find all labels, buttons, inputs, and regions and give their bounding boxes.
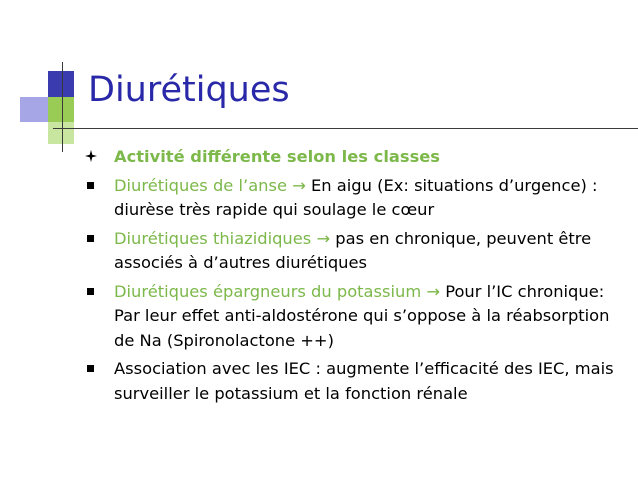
bullet-item <box>85 280 625 354</box>
title-underline <box>53 128 638 129</box>
square-icon <box>85 357 99 382</box>
arrow-right-icon: → <box>292 175 306 195</box>
bullet-item <box>85 357 625 406</box>
square-icon <box>85 174 99 199</box>
decor-square-light-blue <box>20 97 48 122</box>
decor-square-light-green <box>48 122 74 144</box>
bullet-highlight: Diurétiques thiazidiques <box>114 228 312 248</box>
bullet-highlight: Diurétiques de l’anse <box>114 175 287 195</box>
decor-square-dark-blue <box>48 71 74 97</box>
bullet-highlight: Diurétiques épargneurs du potassium <box>114 281 422 301</box>
arrow-right-icon: → <box>426 281 441 301</box>
bullet-highlight: Activité différente selon les classes <box>114 147 440 166</box>
bullet-text: pas en chronique, peuvent être associés à d’autres diurétiques <box>114 228 592 272</box>
bullet-item <box>85 227 625 276</box>
slide-title: Diurétiques <box>88 70 290 110</box>
decor-square-green <box>48 97 74 122</box>
bullet-item <box>85 145 625 170</box>
square-icon <box>85 280 99 305</box>
bullet-text: En aigu (Ex: situations d’urgence) : diurèse très rapide qui soulage le cœur <box>114 175 598 219</box>
arrow-right-icon: → <box>316 228 331 248</box>
bullet-list <box>85 145 625 410</box>
bullet-text: Association avec les IEC : augmente l’efficacité des IEC, mais surveiller le potassium et la fonction rénale <box>114 359 614 403</box>
diamond-icon <box>85 145 99 170</box>
bullet-item <box>85 174 625 223</box>
bullet-text: Pour l’IC chronique: Par leur effet anti-aldostérone qui s’oppose à la réabsorption de Na (Spironolactone ++) <box>114 281 610 350</box>
square-icon <box>85 227 99 252</box>
decor-vertical-line <box>62 62 63 152</box>
